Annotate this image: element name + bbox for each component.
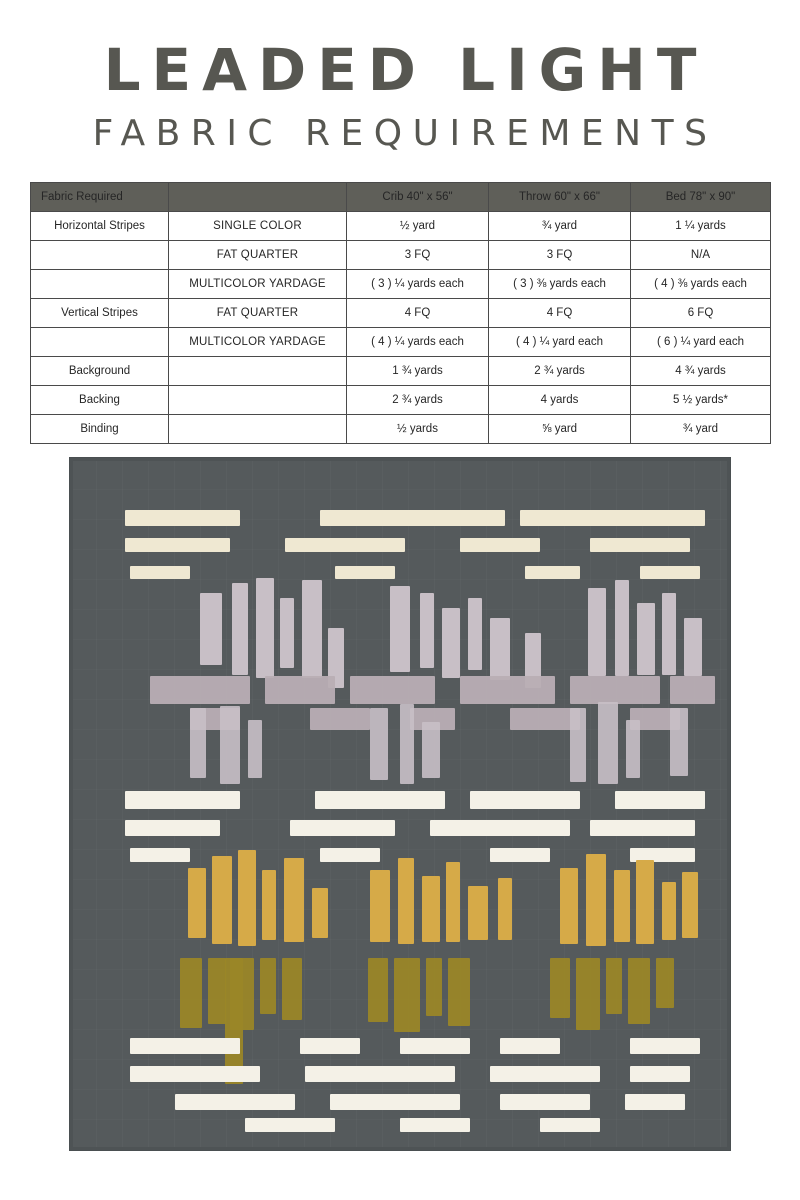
quilt-patch xyxy=(446,862,460,942)
quilt-patch xyxy=(498,878,512,940)
quilt-patch xyxy=(400,1038,470,1054)
cell-crib: ( 4 ) ¼ yards each xyxy=(347,327,489,356)
quilt-patch xyxy=(500,1094,590,1110)
quilt-patch xyxy=(662,593,676,675)
quilt-patch xyxy=(590,538,690,552)
quilt-patch xyxy=(315,791,445,809)
row-type xyxy=(169,414,347,443)
cell-crib: 2 ¾ yards xyxy=(347,385,489,414)
row-label xyxy=(31,269,169,298)
quilt-patch xyxy=(238,850,256,946)
table-header-row xyxy=(31,182,771,211)
cell-bed: 4 ¾ yards xyxy=(631,356,771,385)
quilt-patch xyxy=(670,708,688,776)
quilt-patch xyxy=(525,566,580,579)
quilt-patch xyxy=(430,820,570,836)
quilt-patch xyxy=(490,848,550,862)
page-title: LEADED LIGHT xyxy=(103,36,708,104)
quilt-patch xyxy=(422,722,440,778)
quilt-patch xyxy=(282,958,302,1020)
quilt-patch xyxy=(370,708,388,780)
quilt-patch xyxy=(637,603,655,675)
quilt-patch xyxy=(188,868,206,938)
row-type xyxy=(169,356,347,385)
quilt-patch xyxy=(200,593,222,665)
quilt-patch xyxy=(656,958,674,1008)
cell-crib: ½ yard xyxy=(347,211,489,240)
quilt-patch xyxy=(262,870,276,940)
quilt-patch xyxy=(300,1038,360,1054)
quilt-patch xyxy=(540,1118,600,1132)
quilt-patch xyxy=(290,820,395,836)
quilt-patch xyxy=(636,860,654,944)
quilt-patch xyxy=(420,593,434,668)
quilt-patch xyxy=(330,1094,460,1110)
quilt-patch xyxy=(630,1038,700,1054)
table-row xyxy=(31,298,771,327)
quilt-patch xyxy=(180,958,202,1028)
table-row xyxy=(31,356,771,385)
quilt-patch xyxy=(335,566,395,579)
cell-throw: ( 4 ) ¼ yard each xyxy=(489,327,631,356)
quilt-patch xyxy=(256,578,274,678)
row-type: FAT QUARTER xyxy=(169,298,347,327)
quilt-patch xyxy=(125,510,240,526)
quilt-patch xyxy=(125,820,220,836)
cell-bed: 5 ½ yards* xyxy=(631,385,771,414)
quilt-patch xyxy=(606,958,622,1014)
row-label: Vertical Stripes xyxy=(31,298,169,327)
quilt-patch xyxy=(368,958,388,1022)
fabric-requirements-table-wrap xyxy=(30,182,770,444)
row-type: MULTICOLOR YARDAGE xyxy=(169,327,347,356)
quilt-patch xyxy=(490,1066,600,1082)
column-header-crib: Crib 40" x 56" xyxy=(347,182,489,211)
quilt-patch xyxy=(468,598,482,670)
title-block xyxy=(0,0,800,154)
row-label: Background xyxy=(31,356,169,385)
table-row xyxy=(31,414,771,443)
row-label xyxy=(31,240,169,269)
quilt-patch xyxy=(422,876,440,942)
quilt-patch xyxy=(645,510,705,526)
cell-throw: 2 ¾ yards xyxy=(489,356,631,385)
quilt-patch xyxy=(212,856,232,944)
quilt-patch xyxy=(460,538,540,552)
quilt-patch xyxy=(232,583,248,675)
cell-bed: 6 FQ xyxy=(631,298,771,327)
row-type: FAT QUARTER xyxy=(169,240,347,269)
cell-crib: ( 3 ) ¼ yards each xyxy=(347,269,489,298)
quilt-patch xyxy=(614,870,630,942)
cell-bed: ( 6 ) ¼ yard each xyxy=(631,327,771,356)
quilt-patch xyxy=(125,538,230,552)
row-label xyxy=(31,327,169,356)
quilt-patch xyxy=(265,676,335,704)
quilt-patch xyxy=(630,1066,690,1082)
quilt-patch xyxy=(284,858,304,942)
quilt-patch xyxy=(598,702,618,784)
row-type: SINGLE COLOR xyxy=(169,211,347,240)
column-header-blank xyxy=(169,182,347,211)
quilt-patch xyxy=(628,958,650,1024)
quilt-patch xyxy=(682,872,698,938)
quilt-patch xyxy=(302,580,322,678)
cell-bed: ¾ yard xyxy=(631,414,771,443)
quilt-patch xyxy=(285,538,405,552)
quilt-patch xyxy=(245,1118,335,1132)
quilt-patch xyxy=(662,882,676,940)
cell-bed: N/A xyxy=(631,240,771,269)
cell-crib: 4 FQ xyxy=(347,298,489,327)
column-header-throw: Throw 60" x 66" xyxy=(489,182,631,211)
cell-throw: 4 yards xyxy=(489,385,631,414)
quilt-patch xyxy=(626,720,640,778)
cell-bed: 1 ¼ yards xyxy=(631,211,771,240)
quilt-patch xyxy=(280,598,294,668)
quilt-patch xyxy=(615,791,705,809)
quilt-patch xyxy=(560,868,578,944)
table-row xyxy=(31,385,771,414)
quilt-patch xyxy=(490,618,510,680)
quilt-patch xyxy=(550,958,570,1018)
quilt-photo xyxy=(70,458,730,1150)
cell-throw: ¾ yard xyxy=(489,211,631,240)
quilt-patch xyxy=(370,870,390,942)
quilt-patch xyxy=(460,676,555,704)
cell-crib: 1 ¾ yards xyxy=(347,356,489,385)
quilt-patch xyxy=(220,706,240,784)
quilt-patch xyxy=(576,958,600,1030)
quilt-patch xyxy=(320,510,505,526)
quilt-patch xyxy=(570,676,660,704)
quilt-patch xyxy=(190,708,206,778)
quilt-patch xyxy=(320,848,380,862)
quilt-patch xyxy=(125,791,240,809)
quilt-patch xyxy=(670,676,715,704)
quilt-patch xyxy=(312,888,328,938)
table-row xyxy=(31,211,771,240)
quilt-patch xyxy=(590,820,695,836)
cell-bed: ( 4 ) ⅜ yards each xyxy=(631,269,771,298)
row-label: Horizontal Stripes xyxy=(31,211,169,240)
quilt-canvas xyxy=(70,458,730,1150)
table-row xyxy=(31,327,771,356)
row-label: Binding xyxy=(31,414,169,443)
cell-throw: 4 FQ xyxy=(489,298,631,327)
cell-throw: ⅝ yard xyxy=(489,414,631,443)
quilt-patch xyxy=(130,848,190,862)
quilt-patch xyxy=(470,791,580,809)
table-row xyxy=(31,240,771,269)
fabric-requirements-table xyxy=(30,182,771,444)
cell-throw: 3 FQ xyxy=(489,240,631,269)
quilt-patch xyxy=(150,676,250,704)
quilt-patch xyxy=(468,886,488,940)
cell-crib: ½ yards xyxy=(347,414,489,443)
quilt-patch xyxy=(175,1094,295,1110)
quilt-patch xyxy=(400,704,414,784)
quilt-patch xyxy=(448,958,470,1026)
quilt-patch xyxy=(208,958,226,1024)
quilt-patch xyxy=(305,1066,455,1082)
quilt-patch xyxy=(426,958,442,1016)
row-type xyxy=(169,385,347,414)
quilt-patch xyxy=(442,608,460,678)
table-row xyxy=(31,269,771,298)
page-subtitle: FABRIC REQUIREMENTS xyxy=(92,112,718,154)
row-type: MULTICOLOR YARDAGE xyxy=(169,269,347,298)
quilt-patch xyxy=(570,708,586,782)
quilt-patch xyxy=(586,854,606,946)
cell-crib: 3 FQ xyxy=(347,240,489,269)
quilt-patch xyxy=(390,586,410,672)
quilt-patch xyxy=(394,958,420,1032)
quilt-patch xyxy=(615,580,629,676)
quilt-patch xyxy=(640,566,700,579)
quilt-patch xyxy=(248,720,262,778)
quilt-patch xyxy=(130,566,190,579)
column-header-bed: Bed 78" x 90" xyxy=(631,182,771,211)
quilt-patch xyxy=(130,1066,260,1082)
row-label: Backing xyxy=(31,385,169,414)
quilt-patch xyxy=(684,618,702,676)
quilt-patch xyxy=(260,958,276,1014)
quilt-patch xyxy=(310,708,370,730)
cell-throw: ( 3 ) ⅜ yards each xyxy=(489,269,631,298)
column-header-fabric-required: Fabric Required xyxy=(31,182,169,211)
quilt-patch xyxy=(350,676,435,704)
quilt-patch xyxy=(625,1094,685,1110)
quilt-patch xyxy=(398,858,414,944)
quilt-patch xyxy=(500,1038,560,1054)
quilt-patch xyxy=(588,588,606,676)
quilt-patch xyxy=(225,958,243,1084)
quilt-patch xyxy=(130,1038,240,1054)
quilt-patch xyxy=(400,1118,470,1132)
